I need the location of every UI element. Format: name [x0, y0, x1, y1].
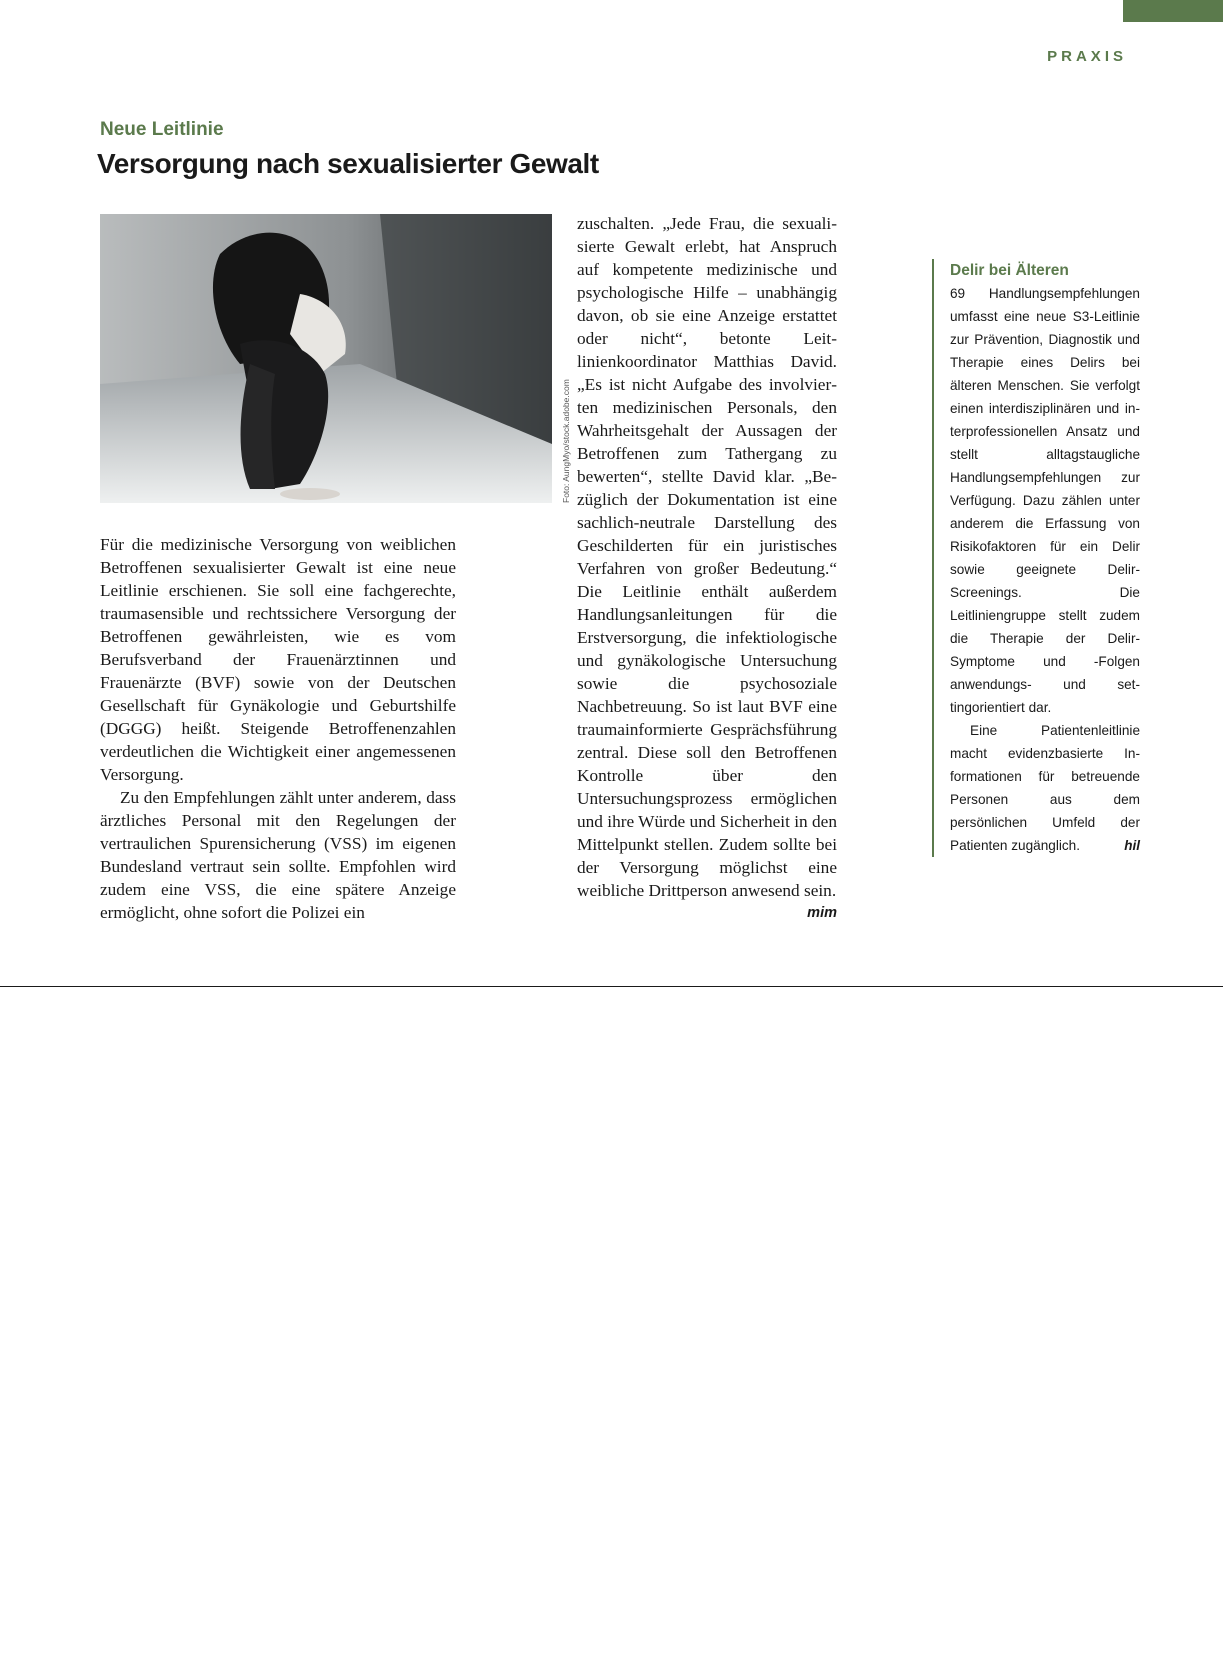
section-label: PRAXIS: [1047, 48, 1127, 65]
article-paragraph: Zu den Empfehlungen zählt unter anderem, dass ärztliches Personal mit den Regelungen der vertraulichen Spurensicherung (VSS) im eigenen Bundesland vertraut sein sollte. Empfohlen wird zudem eine VSS, die eine spätere Anzeige ermöglicht, ohne sofort die Polizei ein: [100, 788, 456, 922]
article-photo: [100, 214, 552, 503]
article-paragraph-text: zuschalten. „Jede Frau, die sexualisierte Gewalt erlebt, hat Anspruch auf kompetente medizinische und psychologische Hilfe – unabhängig davon, ob sie eine Anzeige erstattet oder nicht“, betonte Leitlinienkoordinator Matthias David. „Es ist nicht Aufgabe des involvierten medizinischen Personals, den Wahrheitsgehalt der Aussagen der Betroffenen zum Tathergang zu bewerten“, stellte David klar. „Bezüglich der Dokumentation ist eine sachlich-neutrale Darstellung des Geschilderten für ein juristisches Verfahren von großer Bedeutung.“ Die Leitlinie enthält außerdem Handlungsanleitungen für die Erstversorgung, die infektiologische und gynäkologische Untersuchung sowie die psychosoziale Nachbetreuung. So ist laut BVF eine traumainformierte Gesprächsführung zentral. Diese soll den Betroffenen Kontrolle über den Untersuchungsprozess ermöglichen und ihre Würde und Sicherheit in den Mittelpunkt stellen. Zudem sollte bei der Versorgung möglichst eine weibliche Drittperson anwesend sein.: [577, 214, 837, 900]
photo-illustration: [100, 214, 552, 503]
article-paragraph: Für die medizinische Versorgung von weiblichen Betroffenen sexualisierter Gewalt ist eine neue Leitlinie erschienen. Sie soll eine fachgerechte, traumasensible und rechtssichere Versorgung der Betroffenen gewährleisten, wie es vom Berufsverband der Frauenärztinnen und Frauenärzte (BVF) sowie von der Deutschen Gesellschaft für Gynäkologie und Geburtshilfe (DGGG) heißt. Steigende Betroffenenzahlen verdeutlichen die Wichtigkeit einer angemessenen Versorgung.: [100, 535, 456, 784]
sidebar-title: Delir bei Älteren: [950, 262, 1069, 279]
sidebar-box: [932, 259, 1140, 857]
article-kicker: Neue Leitlinie: [100, 119, 224, 140]
article-column-1: [100, 533, 456, 924]
article-title: Versorgung nach sexualisierter Gewalt: [97, 148, 599, 179]
sidebar-body: [950, 282, 1140, 857]
article-column-2: [577, 212, 837, 925]
author-signature: mim: [807, 905, 837, 921]
photo-credit: Foto: AungMyo/stock.adobe.com: [561, 379, 571, 503]
horizontal-divider: [0, 986, 1223, 987]
sidebar-paragraph-text: Eine Patientenleitlinie macht evidenzbasierte Informationen für betreuende Personen aus dem persönlichen Umfeld der Patienten zugänglich.: [950, 723, 1140, 853]
sidebar-paragraph: [950, 719, 1140, 857]
sidebar-paragraph: 69 Handlungsempfehlungen umfasst eine neue S3-Leitlinie zur Prävention, Diagnostik und Therapie eines Delirs bei älteren Menschen. Sie verfolgt einen interdisziplinären und interprofessionellen Ansatz und stellt alltagstaugliche Handlungsempfehlungen zur Verfügung. Dazu zählen unter anderem die Erfassung von Risikofaktoren für ein Delir sowie geeignete Delir-Screenings. Die Leitliniengruppe stellt zudem die Therapie der Delir-Symptome und -Folgen anwendungs- und settingorientiert dar.: [950, 286, 1140, 715]
sidebar-signature: hil: [1124, 838, 1140, 853]
article-paragraph: [577, 212, 837, 921]
corner-color-tab: [1123, 0, 1223, 22]
